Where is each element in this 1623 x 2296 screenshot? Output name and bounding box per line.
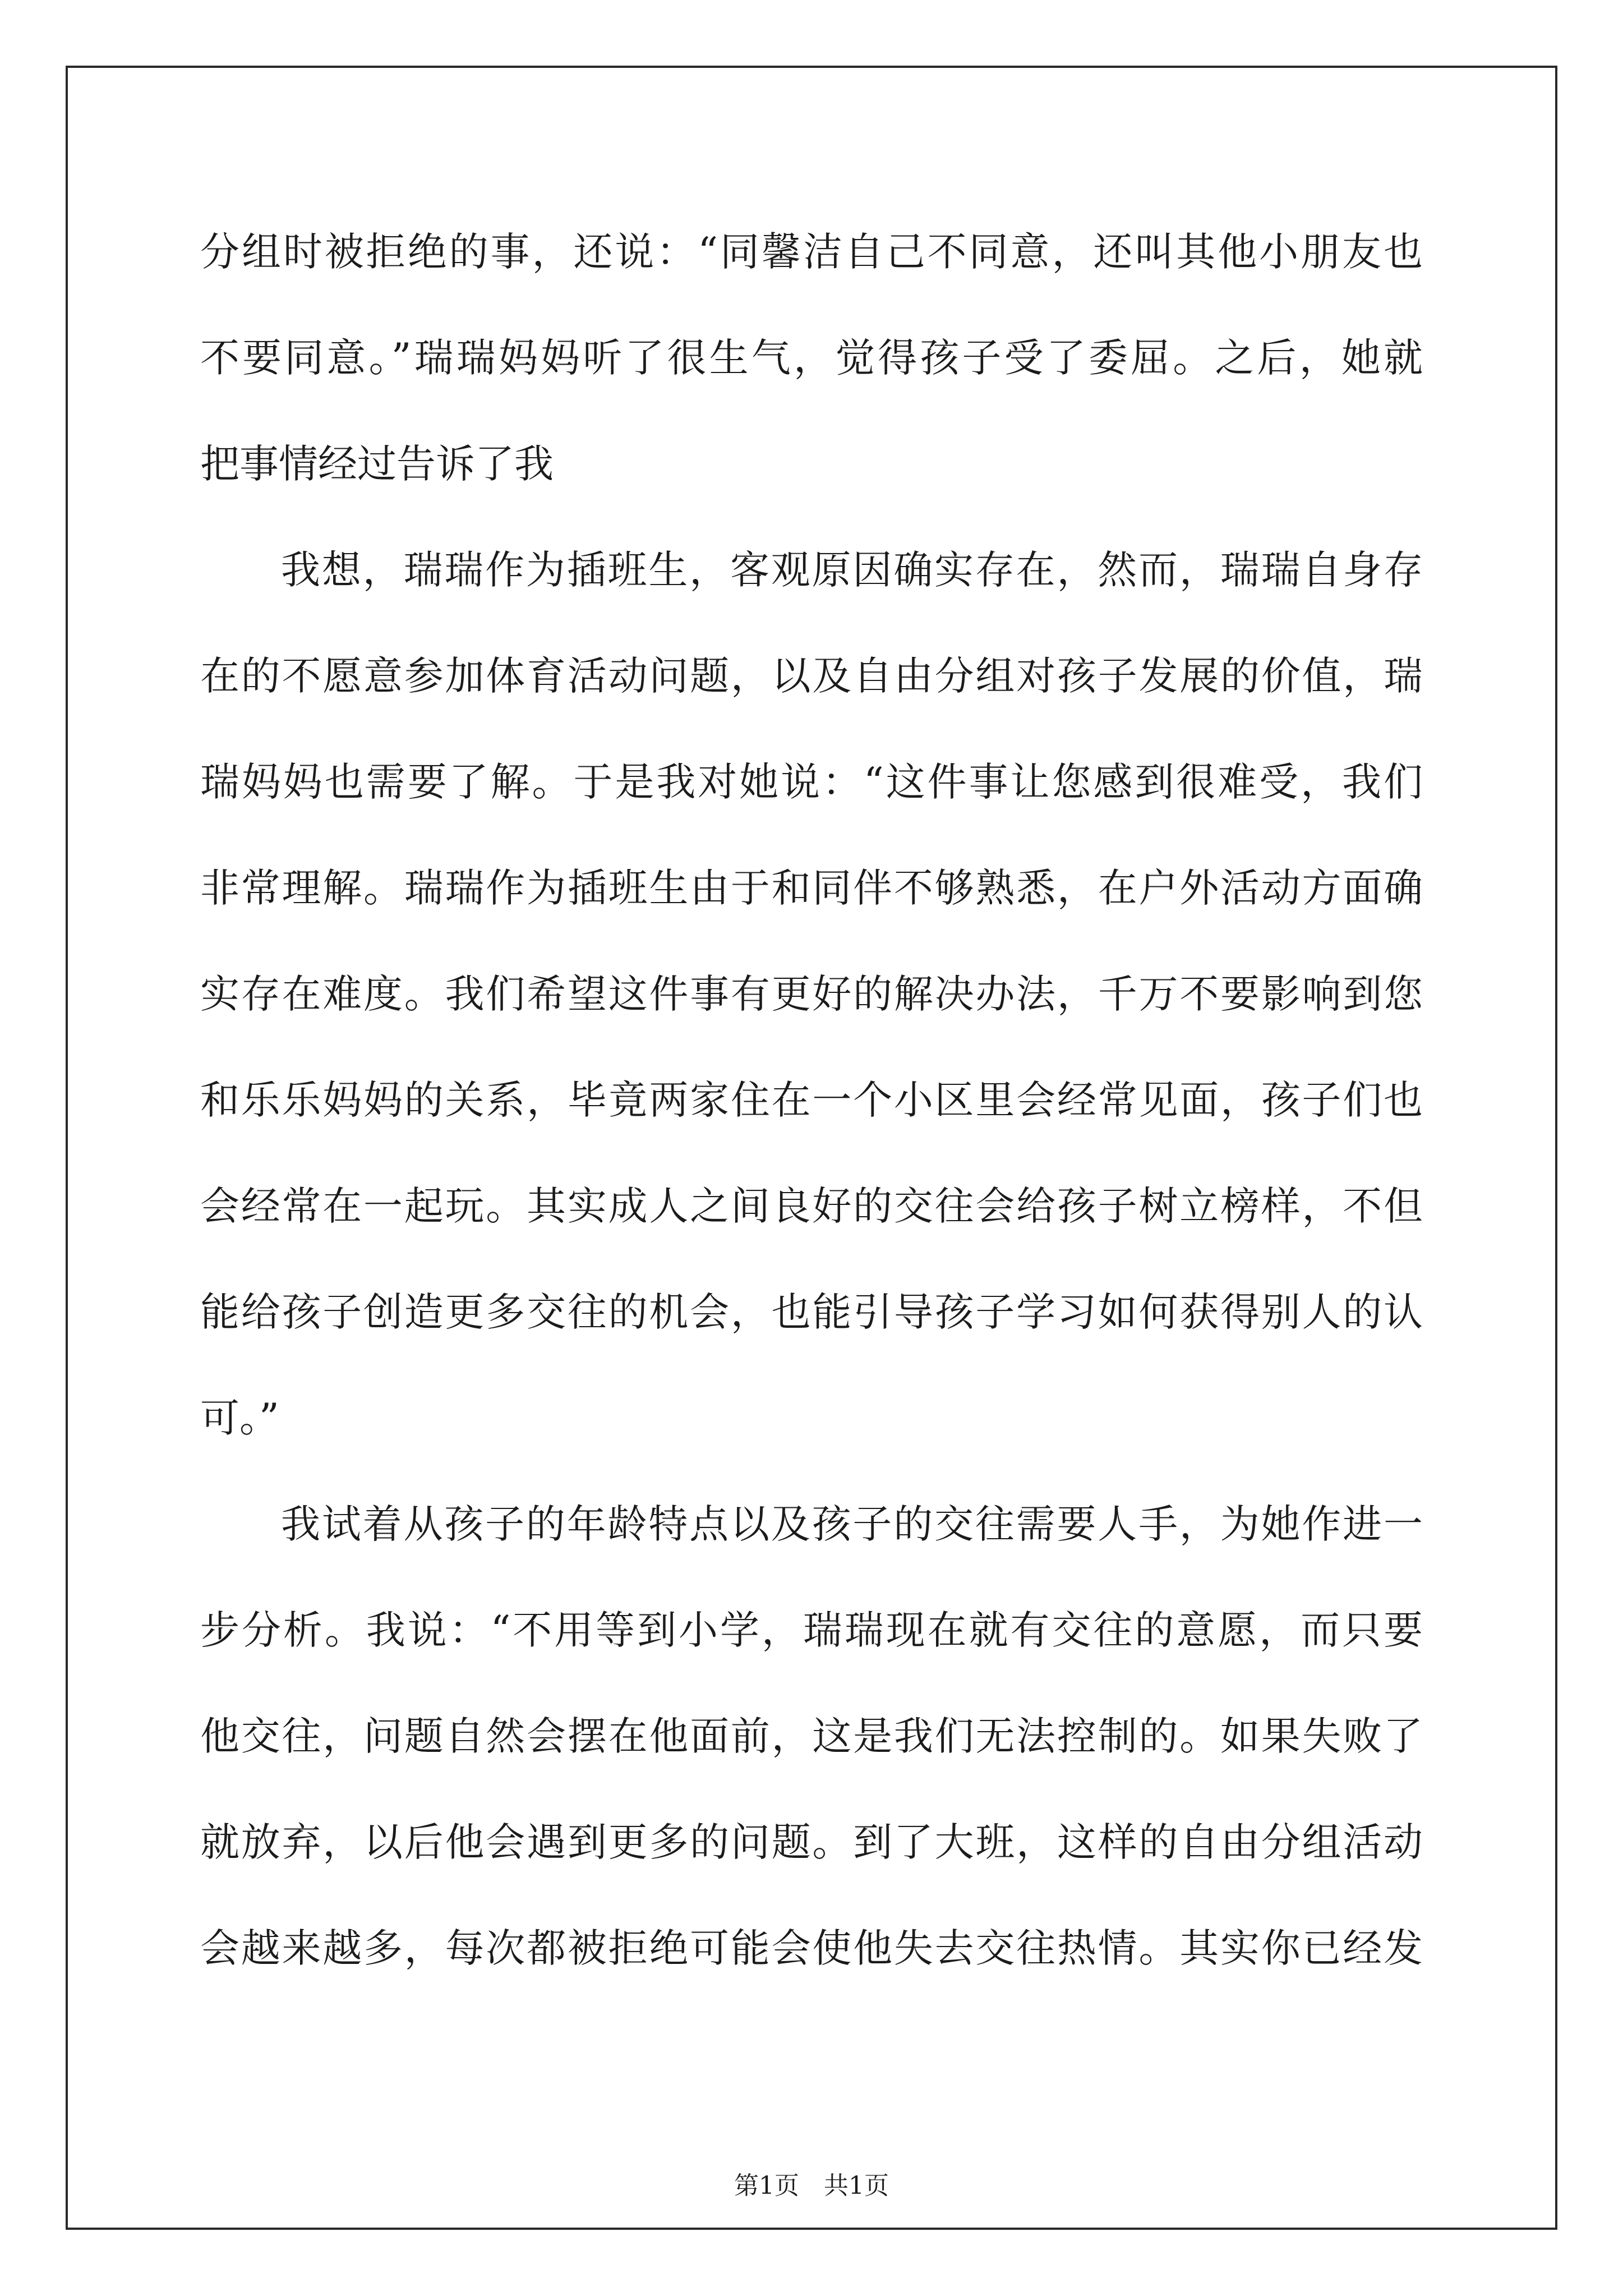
text-line: 我试着从孩子的年龄特点以及孩子的交往需要人手，为她作进一 [281, 1501, 1423, 1547]
text-line: 就放弃，以后他会遇到更多的问题。到了大班，这样的自由分组活动 [200, 1819, 1423, 1865]
text-line: 实存在难度。我们希望这件事有更好的解决办法，千万不要影响到您 [200, 971, 1423, 1017]
text-line: 步分析。我说：“不用等到小学，瑞瑞现在就有交往的意愿，而只要 [200, 1607, 1423, 1653]
text-line: 把事情经过告诉了我 [200, 441, 554, 487]
page-number-footer: 第1页 共1页 [734, 2171, 889, 2200]
paragraph-2 [200, 517, 1423, 1471]
text-line: 非常理解。瑞瑞作为插班生由于和同伴不够熟悉，在户外活动方面确 [200, 865, 1423, 911]
text-line: 和乐乐妈妈的关系，毕竟两家住在一个小区里会经常见面，孩子们也 [200, 1077, 1423, 1123]
text-line: 能给孩子创造更多交往的机会，也能引导孩子学习如何获得别人的认 [200, 1289, 1423, 1335]
text-line: 我想，瑞瑞作为插班生，客观原因确实存在，然而，瑞瑞自身存 [281, 547, 1423, 593]
text-line: 可。” [200, 1395, 279, 1441]
paragraph-1 [200, 199, 1423, 517]
text-line: 瑞妈妈也需要了解。于是我对她说：“这件事让您感到很难受，我们 [200, 759, 1423, 805]
text-line: 会经常在一起玩。其实成人之间良好的交往会给孩子树立榜样，不但 [200, 1183, 1423, 1229]
text-line: 在的不愿意参加体育活动问题，以及自由分组对孩子发展的价值，瑞 [200, 653, 1423, 699]
paragraph-3 [200, 1471, 1423, 2001]
text-line: 分组时被拒绝的事，还说：“同馨洁自己不同意，还叫其他小朋友也 [200, 229, 1423, 275]
text-line: 不要同意。”瑞瑞妈妈听了很生气，觉得孩子受了委屈。之后，她就 [200, 335, 1423, 381]
document-body [200, 199, 1423, 2001]
text-line: 他交往，问题自然会摆在他面前，这是我们无法控制的。如果失败了 [200, 1713, 1423, 1759]
text-line: 会越来越多，每次都被拒绝可能会使他失去交往热情。其实你已经发 [200, 1925, 1423, 1971]
